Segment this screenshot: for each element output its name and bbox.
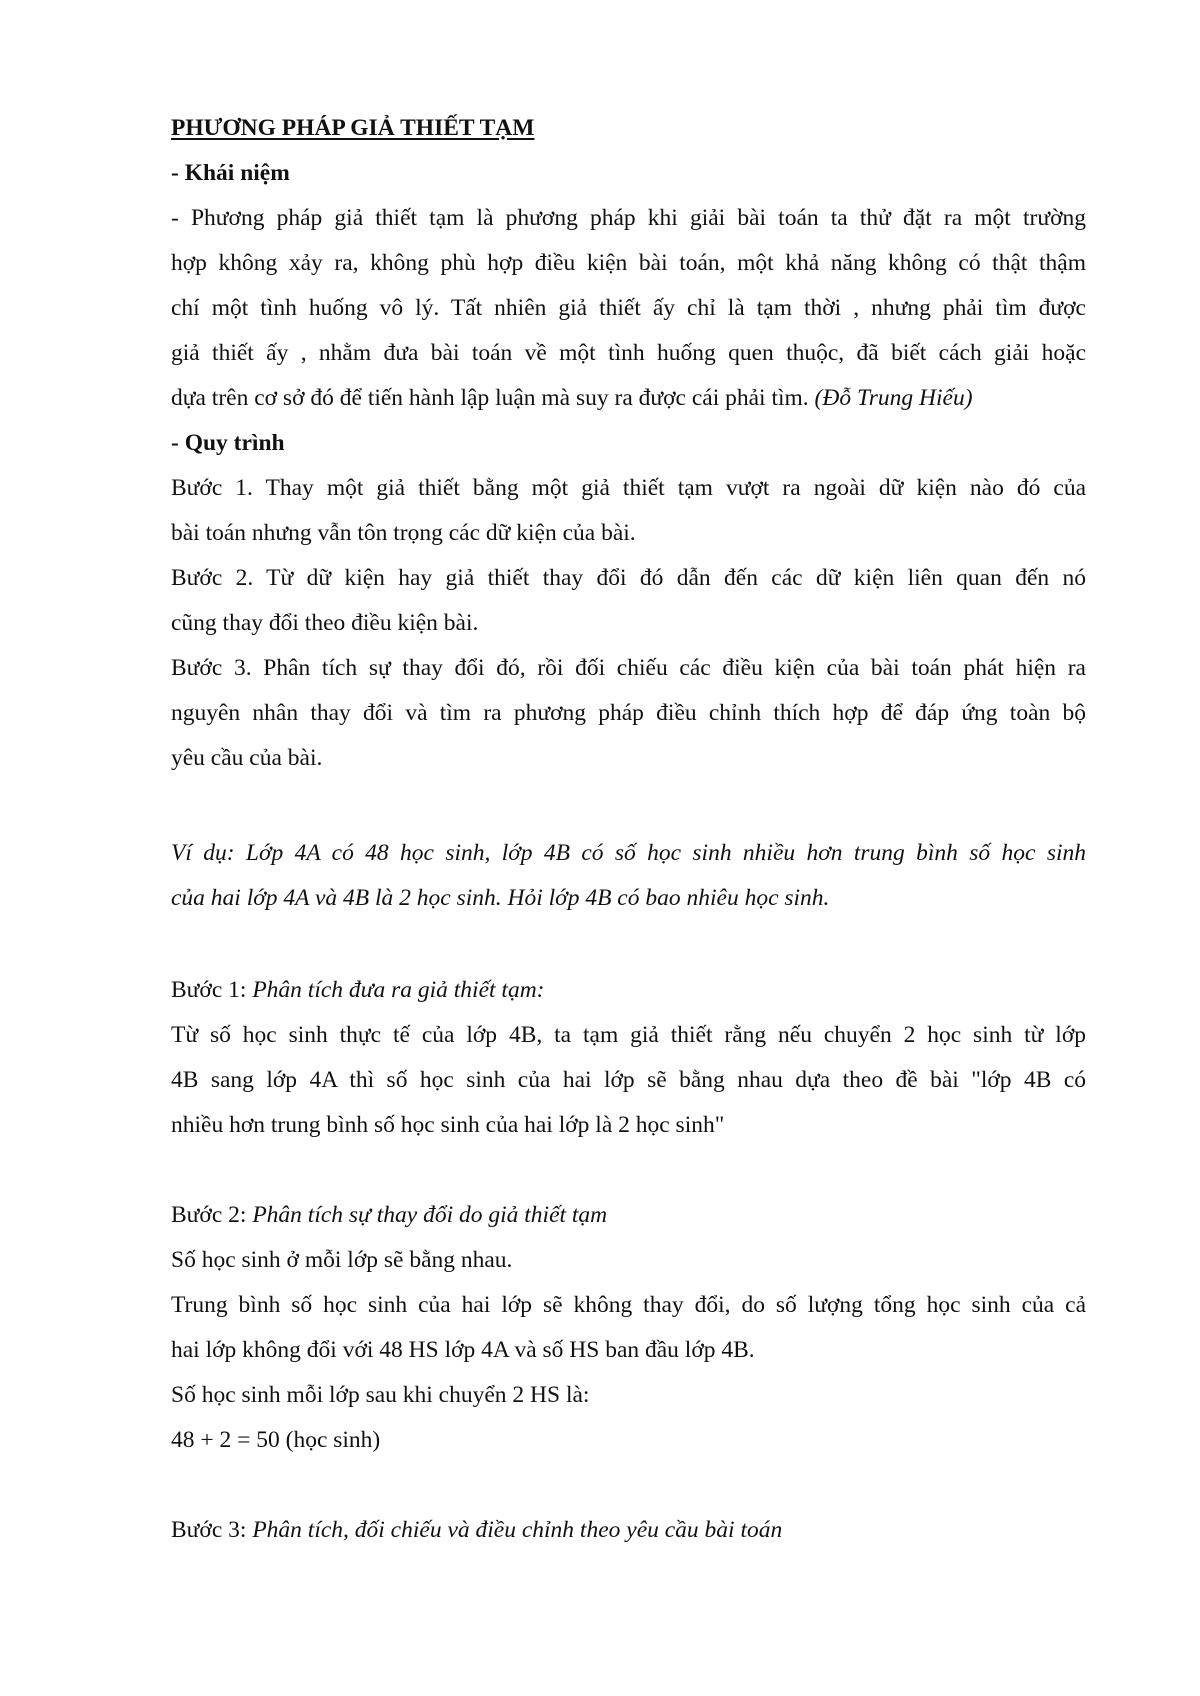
concept-heading: - Khái niệm (171, 160, 290, 186)
concept-line: chí một tình huống vô lý. Tất nhiên giả thiết ấy chỉ là tạm thời , nhưng phải tìm được (171, 295, 1086, 321)
step3-label: Bước 3: (171, 1517, 247, 1543)
step2-line: 48 + 2 = 50 (học sinh) (171, 1427, 381, 1453)
step2-line: Trung bình số học sinh của hai lớp sẽ không thay đổi, do số lượng tổng học sinh của cả (171, 1292, 1086, 1318)
concept-line: - Phương pháp giả thiết tạm là phương pháp khi giải bài toán ta thử đặt ra một trường (171, 205, 1086, 231)
step2-label: Bước 2: (171, 1202, 247, 1228)
process-line: cũng thay đổi theo điều kiện bài. (171, 610, 479, 636)
step1-line: Từ số học sinh thực tế của lớp 4B, ta tạm giả thiết rằng nếu chuyển 2 học sinh từ lớp (171, 1022, 1086, 1048)
step1-heading (171, 975, 545, 1005)
process-line: yêu cầu của bài. (171, 745, 323, 771)
step2-heading (171, 1200, 607, 1230)
step3-title: Phân tích, đối chiếu và điều chỉnh theo yêu cầu bài toán (252, 1517, 783, 1543)
process-line: Bước 1. Thay một giả thiết bằng một giả thiết tạm vượt ra ngoài dữ kiện nào đó của (171, 475, 1086, 501)
example-line: của hai lớp 4A và 4B là 2 học sinh. Hỏi lớp 4B có bao nhiêu học sinh. (171, 885, 830, 911)
step2-line: hai lớp không đổi với 48 HS lớp 4A và số HS ban đầu lớp 4B. (171, 1337, 755, 1363)
step1-label: Bước 1: (171, 977, 247, 1003)
process-line: Bước 2. Từ dữ kiện hay giả thiết thay đổi đó dẫn đến các dữ kiện liên quan đến nó (171, 565, 1086, 591)
process-line: Bước 3. Phân tích sự thay đổi đó, rồi đối chiếu các điều kiện của bài toán phát hiện ra (171, 655, 1086, 681)
step1-title: Phân tích đưa ra giả thiết tạm: (252, 977, 545, 1003)
process-heading: - Quy trình (171, 430, 285, 456)
process-line: nguyên nhân thay đổi và tìm ra phương pháp điều chỉnh thích hợp để đáp ứng toàn bộ (171, 700, 1086, 726)
step2-title: Phân tích sự thay đổi do giả thiết tạm (252, 1202, 608, 1228)
step2-line: Số học sinh mỗi lớp sau khi chuyển 2 HS là: (171, 1382, 590, 1408)
concept-line-last (171, 383, 973, 413)
concept-line: hợp không xảy ra, không phù hợp điều kiện bài toán, một khả năng không có thật thậm (171, 250, 1086, 276)
step3-heading (171, 1515, 782, 1545)
concept-line: giả thiết ấy , nhằm đưa bài toán về một tình huống quen thuộc, đã biết cách giải hoặc (171, 340, 1086, 366)
step1-line: nhiều hơn trung bình số học sinh của hai lớp là 2 học sinh" (171, 1112, 725, 1138)
process-line: bài toán nhưng vẫn tôn trọng các dữ kiện của bài. (171, 520, 636, 546)
step1-line: 4B sang lớp 4A thì số học sinh của hai lớp sẽ bằng nhau dựa theo đề bài "lớp 4B có (171, 1067, 1086, 1093)
step2-line: Số học sinh ở mỗi lớp sẽ bằng nhau. (171, 1247, 513, 1273)
example-line: Ví dụ: Lớp 4A có 48 học sinh, lớp 4B có số học sinh nhiều hơn trung bình số học sinh (171, 840, 1086, 866)
concept-line: dựa trên cơ sở đó để tiến hành lập luận mà suy ra được cái phải tìm. (171, 385, 809, 411)
concept-source: (Đỗ Trung Hiếu) (814, 385, 973, 411)
document-title: PHƯƠNG PHÁP GIẢ THIẾT TẠM (171, 115, 535, 141)
